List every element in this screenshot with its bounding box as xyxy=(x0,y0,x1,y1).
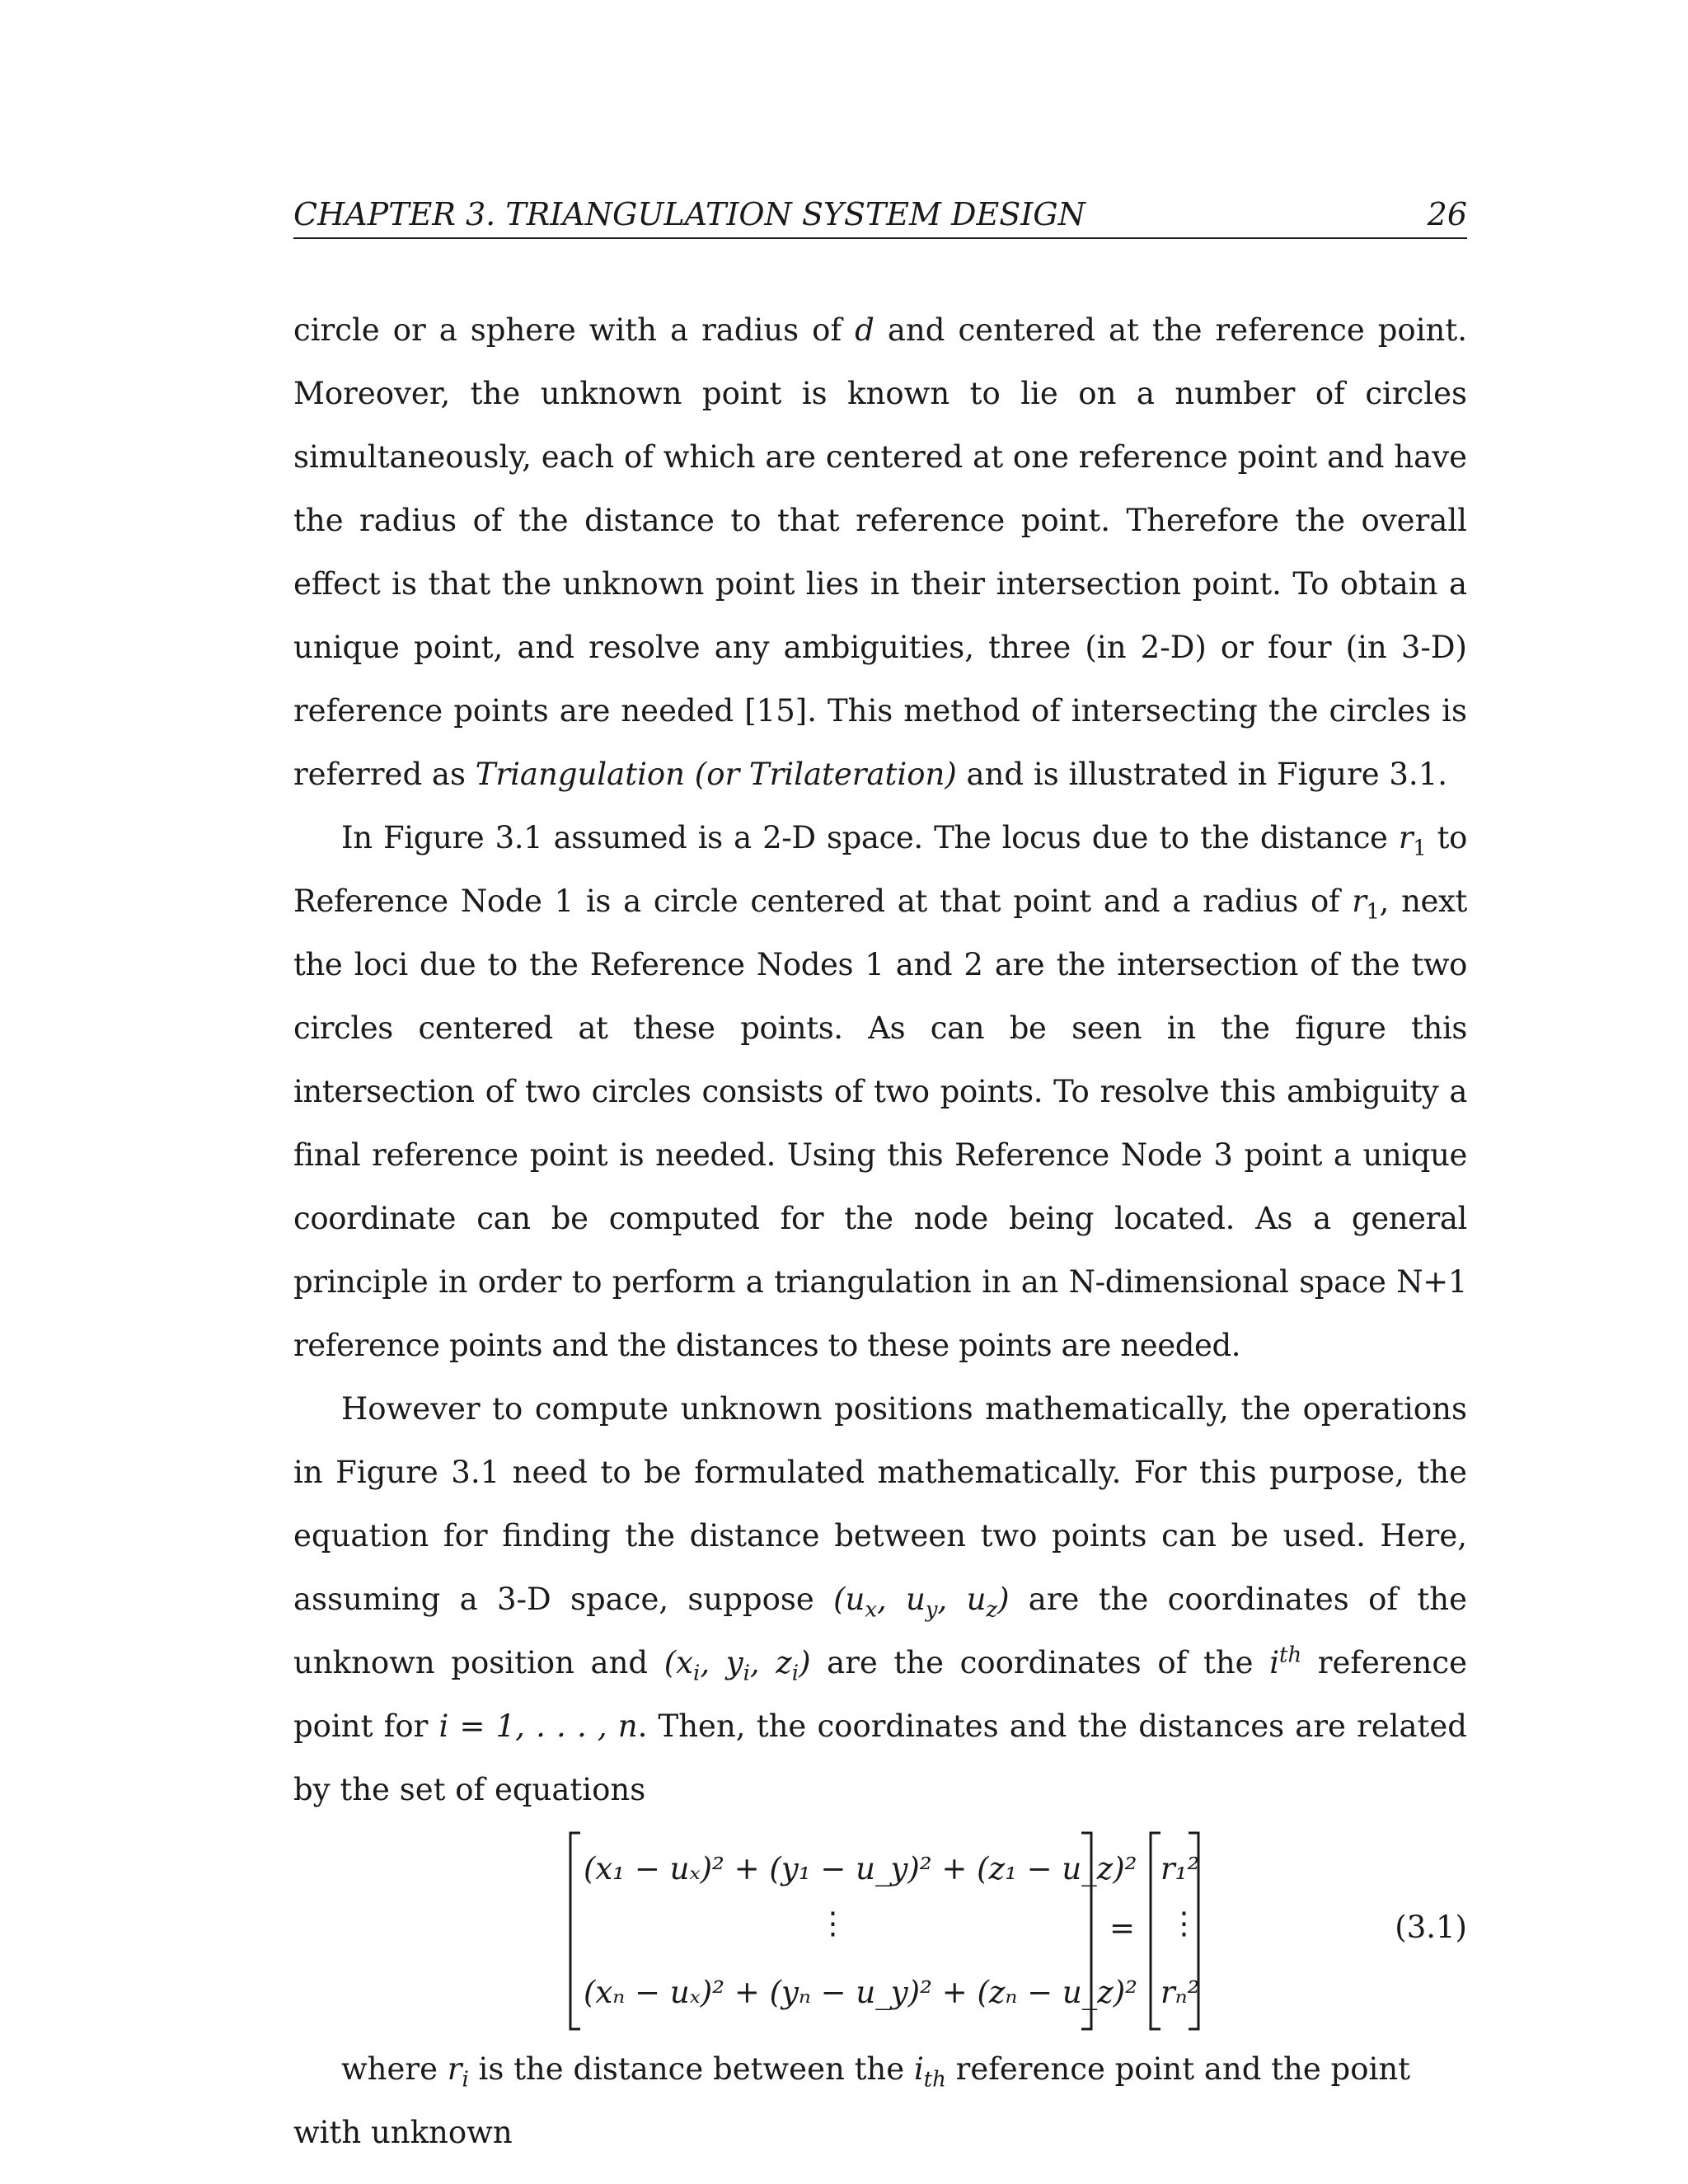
paragraph-3 xyxy=(293,1377,1467,1821)
p4-text-a: where xyxy=(341,2051,448,2087)
equation-rhs-first: r₁² xyxy=(1160,1851,1200,1886)
paragraph-2 xyxy=(293,806,1467,1377)
p1-text-a: circle or a sphere with a radius of xyxy=(293,312,856,348)
chapter-title: CHAPTER 3. TRIANGULATION SYSTEM DESIGN xyxy=(293,196,1085,232)
var-d: d xyxy=(855,312,874,348)
p4-text-c: reference point and the point with unknown xyxy=(293,2051,1411,2150)
equation-equals: = xyxy=(1109,1910,1136,1946)
var-i: i xyxy=(1269,1645,1280,1680)
paragraph-1 xyxy=(293,298,1467,806)
right-vector-open-bracket xyxy=(1151,1833,1160,2029)
index-range: i = 1, . . . , n xyxy=(438,1708,638,1744)
var-r1-second-sub: 1 xyxy=(1366,899,1380,925)
p2-text-c: , next the loci due to the Reference Nodes 1 and 2 are the intersection of the two circles centered at these points. As can be seen in the figure this intersection of two circles consists of two points. To resolve this ambiguity a final reference point is needed. Using this Reference Node 3 point a unique coordinate can be computed for the node being located. As a general principle in order to perform a triangulation in an N-dimensional space N+1 reference points and the distances to these points are needed. xyxy=(293,883,1467,1363)
equation-vdots-right: ⋮ xyxy=(1169,1905,1199,1941)
equation-number: (3.1) xyxy=(1395,1910,1467,1945)
p2-text-a: In Figure 3.1 assumed is a 2-D space. The locus due to the distance xyxy=(341,820,1399,855)
p2-text-b: to Reference Node 1 is a circle centered at that point and a radius of xyxy=(293,820,1467,919)
p1-text-c: and is illustrated in Figure 3.1. xyxy=(956,757,1447,792)
p3-text-e: . Then, the coordinates and the distances are related by the set of equations xyxy=(293,1708,1467,1807)
p3-text-d: reference point for xyxy=(293,1645,1467,1744)
paragraph-4 xyxy=(293,2037,1467,2164)
var-r1: r xyxy=(1398,820,1414,855)
var-i-th-sub: th xyxy=(923,2067,946,2093)
var-i-th: i xyxy=(913,2051,924,2087)
var-r1-second: r xyxy=(1352,883,1367,919)
equation-row-last: (xₙ − uₓ)² + (yₙ − u_y)² + (zₙ − u_z)² xyxy=(584,1975,1137,2010)
p3-text-b: are the coordinates of the unknown position and xyxy=(293,1582,1467,1680)
page-number: 26 xyxy=(1427,196,1467,232)
var-ri-sub: i xyxy=(462,2067,469,2093)
var-th-sup: th xyxy=(1279,1643,1302,1668)
p4-text-b: is the distance between the xyxy=(468,2051,914,2087)
equation-3-1 xyxy=(293,1825,1467,2037)
equation-row-first: (x₁ − uₓ)² + (y₁ − u_y)² + (z₁ − u_z)² xyxy=(584,1851,1137,1886)
reference-coordinates: ($x_i$, $y_i$, $z_i$) xyxy=(663,1645,811,1686)
body-text xyxy=(293,298,1467,2164)
var-r1-sub: 1 xyxy=(1413,836,1427,861)
p3-text-c: are the coordinates of the xyxy=(810,1645,1270,1680)
equation-vdots-left: ⋮ xyxy=(818,1905,848,1941)
equation-rhs-last: rₙ² xyxy=(1160,1975,1200,2010)
unknown-coordinates: ($u_x$, $u_y$, $u_z$) xyxy=(833,1582,1010,1623)
p3-text-a: However to compute unknown positions mathematically, the operations in Figure 3.1 need to be formulated mathematically. For this purpose, the equation for finding the distance between two points can be used. Here, assuming a 3-D space, suppose xyxy=(293,1391,1467,1617)
var-ri: r xyxy=(447,2051,462,2087)
running-head xyxy=(293,191,1467,239)
term-triangulation: Triangulation (or Trilateration) xyxy=(475,757,957,792)
left-matrix-open-bracket xyxy=(570,1833,580,2029)
p1-text-b: and centered at the reference point. Moreover, the unknown point is known to lie on a number of circles simultaneously, each of which are centered at one reference point and have the radius of the distance to that reference point. Therefore the overall effect is that the unknown point lies in their intersection point. To obtain a unique point, and resolve any ambiguities, three (in 2-D) or four (in 3-D) reference points are needed [15]. This method of intersecting the circles is referred as xyxy=(293,312,1467,792)
